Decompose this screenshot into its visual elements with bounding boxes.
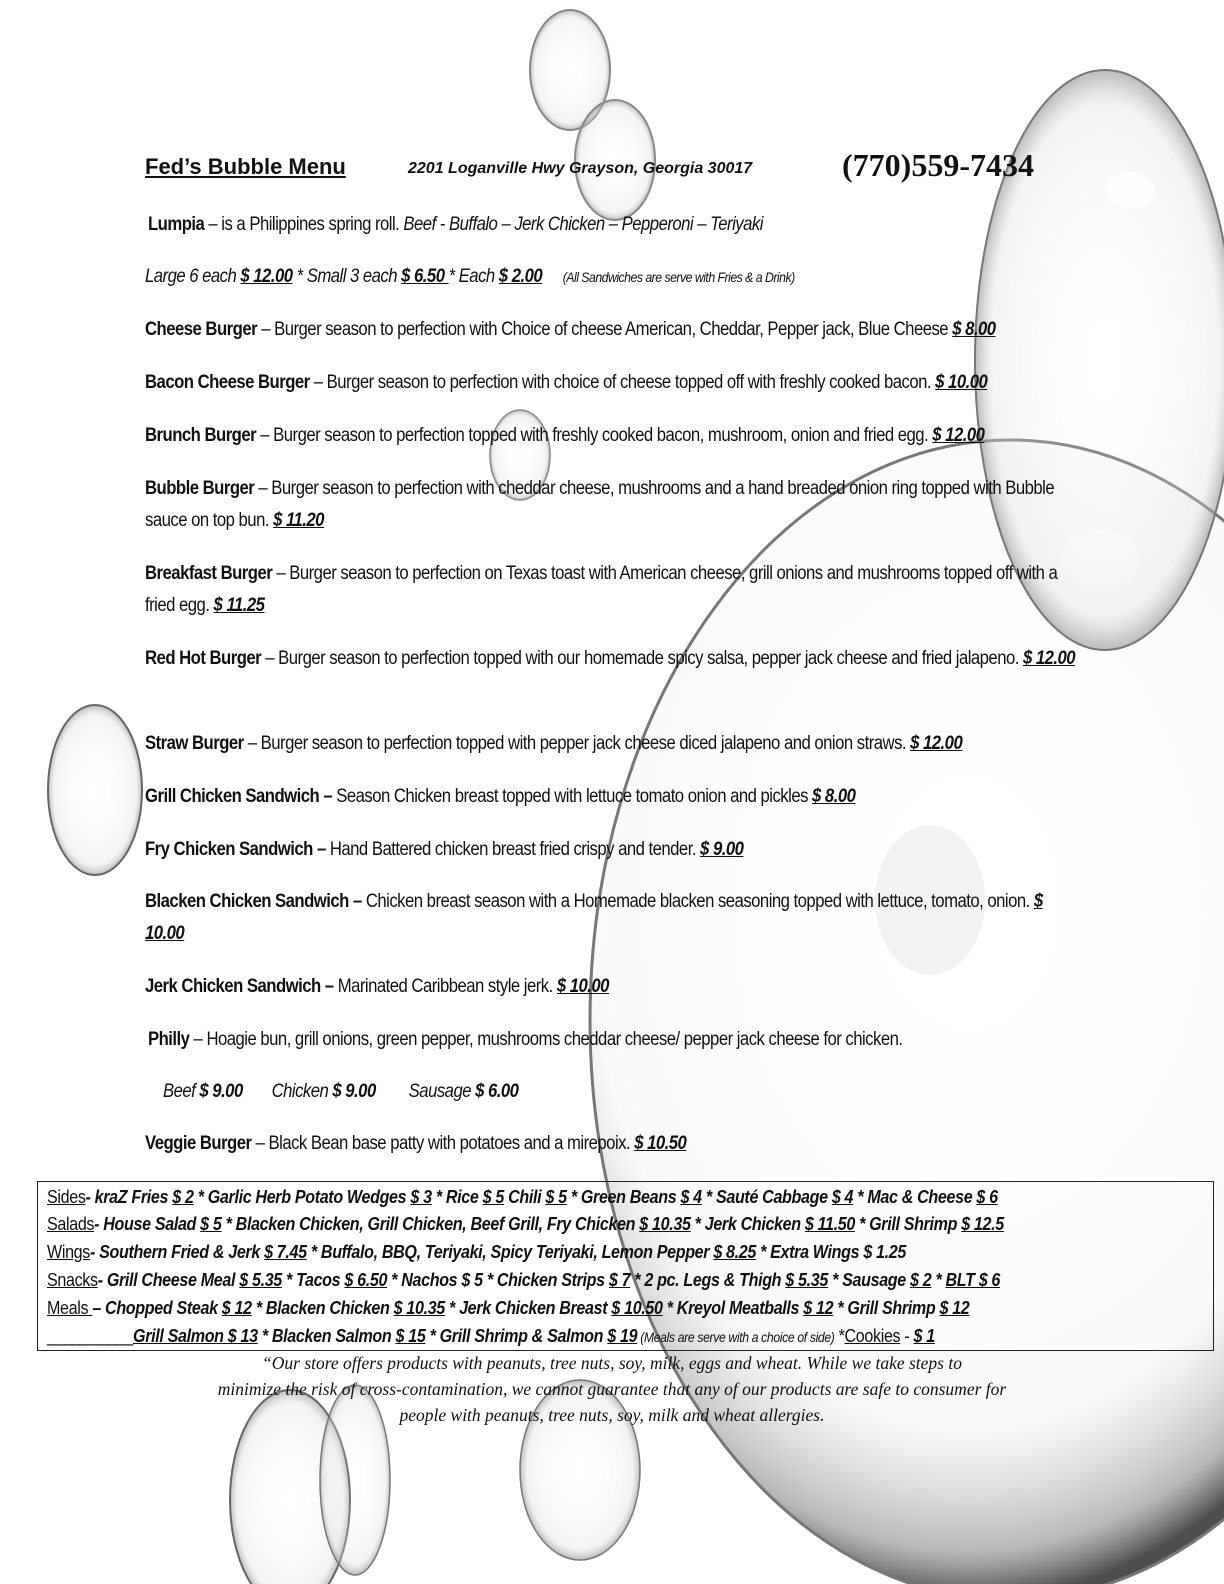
item-price: $ 9.00	[700, 839, 744, 860]
row-price: $ 6	[976, 1186, 998, 1207]
row-text: * Blacken Chicken	[251, 1297, 394, 1318]
row-text: *	[834, 1325, 845, 1346]
philly-sausage-price: $ 6.00	[475, 1081, 519, 1102]
item-name: Brunch Burger	[145, 425, 257, 446]
row-price: $ 7.45	[264, 1241, 307, 1262]
row-text: * Blacken Chicken, Grill Chicken, Beef Grill, Fry Chicken	[221, 1213, 640, 1234]
item-desc: – Burger season to perfection with choice of cheese topped off with freshly cooked bacon.	[309, 372, 936, 393]
row-price: $ 5.35	[239, 1269, 282, 1290]
row-price: $ 2	[910, 1269, 932, 1290]
item-name: Philly	[148, 1029, 190, 1050]
row-price: $ 5	[482, 1186, 504, 1207]
row-text: Chili	[503, 1186, 546, 1207]
item-price: $ 11.20	[273, 510, 324, 531]
item-desc: – Black Bean base patty with potatoes and a mirepoix.	[251, 1133, 635, 1154]
philly-chicken-label: Chicken	[271, 1081, 333, 1102]
row-text: – Chopped Steak	[92, 1297, 222, 1318]
salads-row	[47, 1211, 1004, 1237]
row-text: * Grill Shrimp	[833, 1297, 940, 1318]
row-price: $ 19	[607, 1325, 638, 1346]
item-name: Red Hot Burger	[145, 648, 262, 669]
menu-item	[145, 834, 1025, 866]
item-name: Bubble Burger	[145, 478, 255, 499]
row-price: $ 12	[221, 1297, 252, 1318]
row-text: * 2 pc. Legs & Thigh	[630, 1269, 786, 1290]
row-text: - kraZ Fries	[85, 1186, 173, 1207]
item-desc: – Burger season to perfection topped with freshly cooked bacon, mushroom, onion and fried egg.	[256, 425, 933, 446]
lumpia-small-price: $ 6.50	[401, 266, 449, 287]
item-name: Straw Burger	[145, 733, 244, 754]
disclaimer-line: people with peanuts, tree nuts, soy, milk and wheat allergies.	[399, 1405, 825, 1425]
row-price: $ 10.35	[393, 1297, 445, 1318]
item-desc: – Burger season to perfection topped with our homemade spicy salsa, pepper jack cheese and fried jalapeno.	[261, 648, 1023, 669]
category-label: Wings	[47, 1241, 90, 1262]
row-text: * Extra Wings $ 1.25	[755, 1241, 906, 1262]
snacks-row	[47, 1267, 1000, 1293]
menu-item	[145, 971, 1025, 1003]
row-price: $ 5	[200, 1213, 222, 1234]
wings-row	[47, 1239, 906, 1265]
item-desc: – Burger season to perfection topped with pepper jack cheese diced jalapeno and onion straws.	[243, 733, 911, 754]
row-price: $ 6.50	[344, 1269, 388, 1290]
category-label: Salads	[47, 1213, 95, 1234]
item-price: $ 10.00	[145, 891, 1043, 944]
menu-item	[145, 1128, 1025, 1160]
row-text: * Jerk Chicken	[690, 1213, 805, 1234]
row-text: * Sausage	[827, 1269, 911, 1290]
lumpia-large-label: Large 6 each	[145, 266, 241, 287]
item-name: Breakfast Burger	[145, 563, 273, 584]
disclaimer-line: “Our store offers products with peanuts, tree nuts, soy, milk, eggs and wheat. While we take steps to	[262, 1353, 962, 1373]
item-desc: – Hoagie bun, grill onions, green pepper, mushrooms cheddar cheese/ pepper jack cheese for chicken.	[189, 1029, 903, 1050]
restaurant-address: 2201 Loganville Hwy Grayson, Georgia 30017	[408, 160, 753, 177]
row-price: $ 12.5	[961, 1213, 1004, 1234]
philly-sausage-label: Sausage	[408, 1081, 476, 1102]
lumpia-line	[148, 209, 1028, 241]
menu-item	[145, 314, 1025, 346]
meals-row-2	[47, 1323, 935, 1350]
item-name: Lumpia	[148, 214, 205, 235]
item-price: $ 10.50	[634, 1133, 687, 1154]
item-desc: Hand Battered chicken breast fried crispy and tender.	[325, 839, 701, 860]
menu-item	[145, 367, 1025, 399]
category-label: Sides	[47, 1186, 86, 1207]
item-name: Bacon Cheese Burger	[145, 372, 310, 393]
philly-beef-price: $ 9.00	[199, 1081, 243, 1102]
lumpia-prices-line	[145, 261, 1025, 293]
row-text: - Southern Fried & Jerk	[89, 1241, 265, 1262]
meals-row	[47, 1295, 969, 1321]
row-price: $ 12	[939, 1297, 970, 1318]
cookies-label: Cookies	[844, 1325, 901, 1346]
menu-title: Fed’s Bubble Menu	[145, 154, 346, 179]
row-price: $ 15	[395, 1325, 426, 1346]
cookies-price: $ 1	[913, 1325, 935, 1346]
item-name: Fry Chicken Sandwich –	[145, 839, 326, 860]
row-text: * Garlic Herb Potato Wedges	[193, 1186, 411, 1207]
philly-chicken-price: $ 9.00	[332, 1081, 376, 1102]
row-text: * Grill Shrimp	[854, 1213, 962, 1234]
item-desc: – Burger season to perfection with Choice of cheese American, Cheddar, Pepper jack, Blue Cheese	[257, 319, 953, 340]
row-price: $ 5	[545, 1186, 567, 1207]
item-desc: Season Chicken breast topped with lettuce tomato onion and pickles	[332, 786, 813, 807]
row-price: $ 4	[680, 1186, 702, 1207]
item-name: Veggie Burger	[145, 1133, 252, 1154]
row-text: * Kreyol Meatballs	[662, 1297, 804, 1318]
item-price: $ 8.00	[812, 786, 856, 807]
row-price: $ 10.35	[639, 1213, 691, 1234]
menu-item	[145, 781, 1025, 813]
menu-item	[145, 473, 1078, 537]
philly-beef-label: Beef	[163, 1081, 200, 1102]
row-text: * Buffalo, BBQ, Teriyaki, Spicy Teriyaki, Lemon Pepper	[306, 1241, 714, 1262]
row-text: Grill Salmon	[133, 1325, 228, 1346]
row-price: $ 10.50	[611, 1297, 663, 1318]
lumpia-large-price: $ 12.00	[240, 266, 293, 287]
row-text: * Tacos	[281, 1269, 345, 1290]
row-text: - Grill Cheese Meal	[97, 1269, 240, 1290]
row-indent: __________	[47, 1325, 134, 1346]
lumpia-each-label: * Each	[448, 266, 499, 287]
menu-item	[145, 728, 1025, 760]
item-price: $ 12.00	[1022, 648, 1076, 669]
sandwich-note: (All Sandwiches are serve with Fries & a Drink)	[562, 269, 795, 285]
row-text: * Nachos $ 5 * Chicken Strips	[387, 1269, 609, 1290]
item-name: Blacken Chicken Sandwich –	[145, 891, 362, 912]
row-text: * Sauté Cabbage	[701, 1186, 832, 1207]
row-price: $ 8.25	[713, 1241, 756, 1262]
row-text: * Green Beans	[566, 1186, 681, 1207]
menu-header	[145, 147, 1205, 190]
sides-row	[47, 1184, 998, 1210]
extras-box	[37, 1181, 1214, 1351]
menu-item	[145, 643, 1078, 675]
category-label: Snacks	[47, 1269, 98, 1290]
lumpia-flavors: Beef - Buffalo – Jerk Chicken – Pepperoni – Teriyaki	[403, 214, 763, 235]
item-desc: – Burger season to perfection on Texas toast with American cheese, grill onions and mushrooms topped off with a fried egg.	[145, 563, 1058, 616]
category-label: Meals	[47, 1297, 93, 1318]
row-price: $ 5.35	[785, 1269, 828, 1290]
philly-prices-line	[163, 1076, 1043, 1108]
restaurant-phone: (770)559-7434	[842, 147, 1034, 183]
row-text: * Grill Shrimp & Salmon	[425, 1325, 608, 1346]
menu-item	[145, 420, 1025, 452]
item-desc: Chicken breast season with a Homemade blacken seasoning topped with lettuce, tomato, onion.	[361, 891, 1034, 912]
item-price: $ 11.25	[213, 595, 265, 616]
row-price: $ 11.50	[804, 1213, 855, 1234]
item-desc: Marinated Caribbean style jerk.	[333, 976, 557, 997]
row-price: $ 4	[831, 1186, 854, 1207]
item-price: $ 10.00	[935, 372, 988, 393]
philly-line	[148, 1024, 1028, 1056]
meals-note: (Meals are serve with a choice of side)	[637, 1329, 835, 1345]
menu-item	[145, 886, 1078, 950]
row-price: $ 13	[227, 1325, 258, 1346]
item-name: Grill Chicken Sandwich –	[145, 786, 333, 807]
row-price: $ 12	[803, 1297, 834, 1318]
row-text: * Blacken Salmon	[257, 1325, 396, 1346]
row-text: * Mac & Cheese	[853, 1186, 977, 1207]
row-text: * Jerk Chicken Breast	[444, 1297, 612, 1318]
row-text: -	[900, 1325, 914, 1346]
item-price: $ 8.00	[952, 319, 996, 340]
row-price: $ 7	[608, 1269, 631, 1290]
item-name: Jerk Chicken Sandwich –	[145, 976, 334, 997]
row-price: $ 2	[172, 1186, 194, 1207]
item-price: $ 10.00	[556, 976, 609, 997]
item-desc: – is a Philippines spring roll.	[204, 214, 404, 235]
row-text: * Rice	[431, 1186, 483, 1207]
menu-item	[145, 558, 1078, 622]
lumpia-each-price: $ 2.00	[498, 266, 543, 287]
row-price: $ 3	[410, 1186, 432, 1207]
row-text: - House Salad	[94, 1213, 201, 1234]
item-name: Cheese Burger	[145, 319, 258, 340]
item-price: $ 12.00	[910, 733, 963, 754]
item-price: $ 12.00	[932, 425, 985, 446]
row-price: BLT $ 6	[945, 1269, 1001, 1290]
item-desc: – Burger season to perfection with cheddar cheese, mushrooms and a hand breaded onion ring topped with Bubble sauce on top bun.	[145, 478, 1055, 531]
lumpia-small-label: * Small 3 each	[292, 266, 402, 287]
row-text: *	[931, 1269, 946, 1290]
disclaimer-line: minimize the risk of cross-contamination, we cannot guarantee that any of our products are safe to consumer for	[217, 1379, 1007, 1399]
